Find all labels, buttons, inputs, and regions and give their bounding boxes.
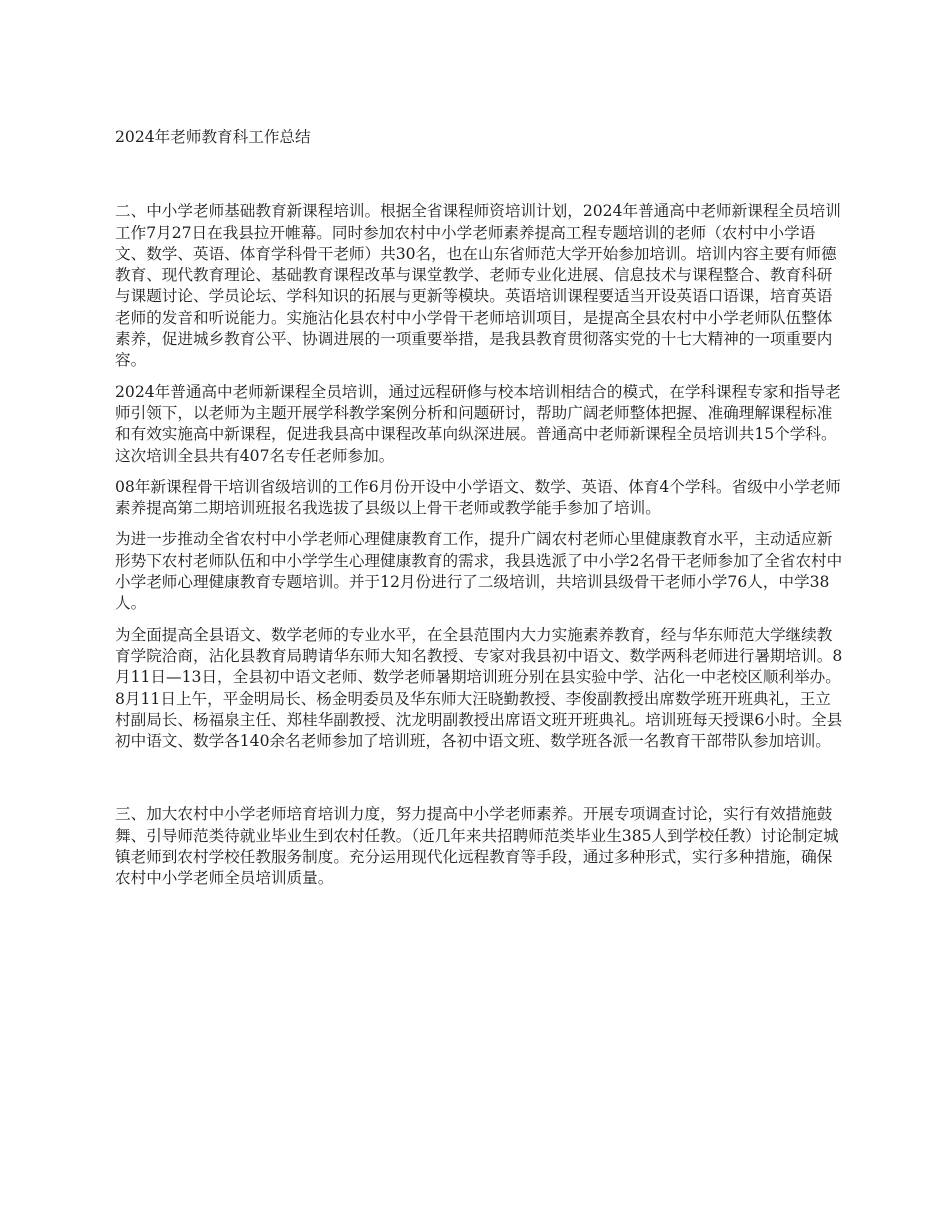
spacer: [115, 615, 843, 625]
spacer: [115, 372, 843, 382]
paragraph-high-school-training: 2024年普通高中老师新课程全员培训，通过远程研修与校本培训相结合的模式，在学科课程专家和指导老师引领下，以老师为主题开展学科教学案例分析和问题研讨，帮助广阔老师整体把握、准确理解课程标准和有效实施高中新课程，促进我县高中课程改革向纵深进展。普通高中老师新课程全员培训共15个学科。这次培训全县共有407名专任老师参加。: [115, 382, 841, 465]
spacer: [115, 519, 843, 529]
paragraph-rural-training: 三、加大农村中小学老师培育培训力度，努力提高中小学老师素养。开展专项调查讨论，实行有效措施鼓舞、引导师范类待就业毕业生到农村任教。（近几年来共招聘师范类毕业生385人到学校任教）讨论制定城镇老师到农村学校任教服务制度。充分运用现代化远程教育等手段，通过多种形式，实行多种措施，确保农村中小学老师全员培训质量。: [115, 805, 839, 888]
paragraph-backbone-training: 08年新课程骨干培训省级培训的工作6月份开设中小学语文、数学、英语、体育4个学科。省级中小学老师素养提高第二期培训班报名我选拔了县级以上骨干老师或教学能手参加了培训。: [115, 477, 841, 518]
document-title: 2024年老师教育科工作总结: [115, 128, 311, 146]
spacer: [115, 467, 843, 477]
spacer: [115, 752, 843, 804]
paragraph-summer-training: 为全面提高全县语文、数学老师的专业水平，在全县范围内大力实施素养教育，经与华东师范大学继续教育学院洽商，沾化县教育局聘请华东师大知名教授、专家对我县初中语文、数学两科老师进行暑期培训。8月11日—13日，全县初中语文老师、数学老师暑期培训班分别在县实验中学、沾化一中老校区顺利举办。8月11日上午，平金明局长、杨金明委员及华东师大汪晓勤教授、李俊副教授出席数学班开班典礼，王立村副局长、杨福泉主任、郑桂华副教授、沈龙明副教授出席语文班开班典礼。培训班每天授课6小时。全县初中语文、数学各140余名老师参加了培训班，各初中语文班、数学班各派一名教育干部带队参加培训。: [115, 625, 843, 751]
spacer: [115, 148, 843, 201]
document-body: [115, 127, 843, 890]
paragraph-mental-health-training: 为进一步推动全省农村中小学老师心理健康教育工作，提升广阔农村老师心里健康教育水平，主动适应新形势下农村老师队伍和中小学学生心理健康教育的需求，我县选派了中小学2名骨干老师参加了全省农村中小学老师心理健康教育专题培训。并于12月份进行了二级培训，共培训县级骨干老师小学76人，中学38人。: [115, 530, 843, 613]
paragraph-teacher-training: 二、中小学老师基础教育新课程培训。根据全省课程师资培训计划，2024年普通高中老师新课程全员培训工作7月27日在我县拉开帷幕。同时参加农村中小学老师素养提高工程专题培训的老师（农村中小学语文、数学、英语、体育学科骨干老师）共30名，也在山东省师范大学开始参加培训。培训内容主要有师德教育、现代教育理论、基础教育课程改革与课堂教学、老师专业化进展、信息技术与课程整合、教育科研与课题讨论、学员论坛、学科知识的拓展与更新等模块。英语培训课程要适当开设英语口语课，培育英语老师的发音和听说能力。实施沾化县农村中小学骨干老师培训项目，是提高全县农村中小学老师队伍整体素养，促进城乡教育公平、协调进展的一项重要举措，是我县教育贯彻落实党的十七大精神的一项重要内容。: [115, 202, 841, 370]
